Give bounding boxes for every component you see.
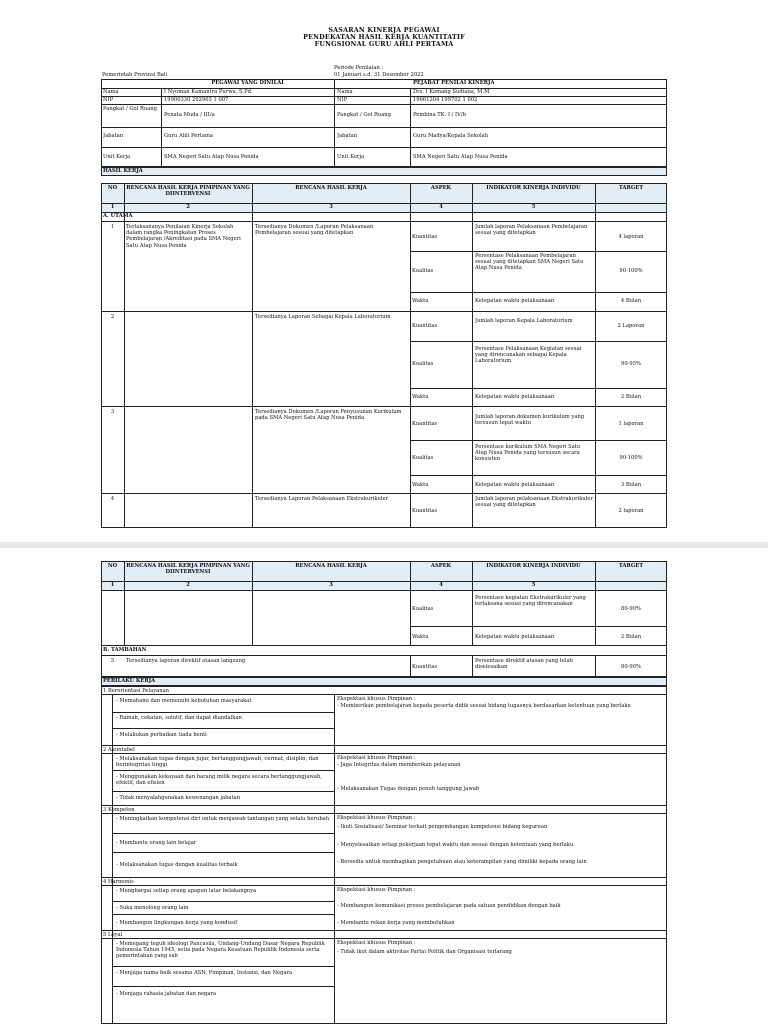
page-2	[0, 548, 768, 1024]
perilaku-4-item-1-text: Menghargai setiap orang apapun latar belakangnya	[119, 888, 257, 894]
ekspektasi-3-item-2: - Menyelesaikan setiap pekerjaan tepat waktu dan sesuai dengan ketentuan yang berlaku	[337, 842, 574, 848]
document-title: SASARAN KINERJA PEGAWAI	[328, 26, 440, 34]
perilaku-5-item-2-text: Menjaga nama baik sesama ASN, Pimpinan, Instansi, dan Negara	[119, 970, 293, 976]
pejabat-unit: SMA Negeri Satu Atap Nusa Penida	[413, 154, 508, 160]
ekspektasi-4-item-2: - Membantu rekan kerja yang membutuhkan	[337, 920, 455, 926]
perilaku-group-5-title: 5 Loyal	[103, 932, 123, 938]
g4-target-2: 80-90%	[621, 606, 641, 612]
g2-aspek-3: Waktu	[412, 394, 429, 400]
colnum-4: 4	[439, 204, 443, 210]
perilaku-1-item-3-text: Melakukan perbaikan tiada henti	[119, 732, 207, 738]
col-target-2: TARGET	[618, 563, 644, 569]
pejabat-label-nama: Nama	[337, 89, 353, 95]
colnum-3-p2: 3	[329, 582, 333, 588]
pegawai-nama: I Nyoman Kamantra Purwa, S.Pd.	[164, 89, 253, 95]
group-1-no: 1	[110, 224, 115, 230]
ekspektasi-2-item-2: - Melaksanakan Tugas dengan penuh tanggung jawab	[337, 786, 480, 792]
g2-indikator-3: Ketepatan waktu pelaksanaan	[475, 394, 555, 400]
g1-aspek-1: Kuantitas	[412, 234, 438, 240]
g4-indikator-2: Persentase kegiatan Ekstrakurikuler yang terlaksana sesuai yang direncanakan	[475, 595, 586, 608]
g2-target-3: 2 Bulan	[620, 394, 642, 400]
pegawai-label-unit: Unit Kerja	[103, 154, 131, 160]
perilaku-1-item-3: - Melakukan perbaikan tiada henti	[116, 732, 207, 738]
ekspektasi-2-item-1: - Jaga Integritas dalam memberikan pelayanan	[337, 762, 461, 768]
pegawai-header: PEGAWAI YANG DINILAI	[211, 80, 284, 86]
perilaku-3-item-3-text: Melaksanakan tugas dengan kualitas terbaik	[119, 862, 238, 868]
perilaku-group-2-title: 2 Akuntabel	[103, 747, 135, 753]
ekspektasi-5-label: Ekspektasi khusus Pimpinan :	[337, 940, 416, 946]
perilaku-3-item-3: - Melaksanakan tugas dengan kualitas terbaik	[116, 862, 238, 868]
tambahan-no: 5	[110, 658, 115, 664]
instansi: Pemerintah Provinsi Bali	[102, 72, 168, 78]
col-indikator-2: INDIKATOR KINERJA INDIVIDU	[486, 563, 581, 569]
perilaku-5-item-1: - Memegang teguh ideologi Pancasila, Undang-Undang Dasar Negara Republik Indonesia Tahun 1945, setia pada Negara Kesatuan Republik Indonesia serta pemerintahan yang sah	[116, 941, 325, 960]
perilaku-2-item-3: - Tidak menyalahgunakan kewenangan jabatan	[116, 795, 241, 801]
g1-target-1: 4 laporan	[618, 234, 644, 240]
tambahan-target: 80-90%	[621, 664, 641, 670]
colnum-5-p2: 5	[531, 582, 536, 588]
perilaku-1-item-1-text: Memahami dan memenuhi kebutuhan masyarakat	[119, 698, 252, 704]
group-2-no: 2	[110, 314, 115, 320]
g2-indikator-2: Persentase Pelaksanaan Kegiatan sesuai yang direncanakan sebagai Kepala Laboratorium	[475, 346, 582, 365]
ekspektasi-3-item-3: - Bersedia untuk membagikan pengetahuan atau keterampilan yang dimiliki kepada orang lain	[337, 859, 587, 865]
pegawai-unit: SMA Negeri Satu Atap Nusa Penida	[164, 154, 259, 160]
pegawai-label-nip: NIP	[103, 97, 114, 103]
pegawai-nip: 19900330 202903 1 007	[164, 97, 229, 103]
ekspektasi-2-label: Ekspektasi khusus Pimpinan :	[337, 755, 416, 761]
perilaku-5-item-3-text: Menjaga rahasia jabatan dan negara	[119, 991, 217, 997]
tambahan-indikator: Persentase direktif atasan yang telah diselesaikan	[475, 658, 574, 671]
g1-target-2: 90-100%	[619, 268, 643, 274]
g2-aspek-2: Kualitas	[412, 361, 434, 367]
g3-aspek-1: Kuantitas	[412, 421, 438, 427]
perilaku-4-item-2-text: Suka menolong orang lain	[119, 905, 189, 911]
ekspektasi-1-item-1: - Memberikan pembelajaran kepada peserta didik sesuai bidang tugasnya berdasarkan ketentuan yang berlaku	[337, 703, 631, 709]
g4-target-1: 2 laporan	[618, 508, 644, 514]
g2-aspek-1: Kuantitas	[412, 323, 438, 329]
col-no-2: NO	[107, 563, 118, 569]
perilaku-2-item-1-text: Melaksanakan tugas dengan jujur, bertanggungjawab, cermat, disiplin, dan berintegritas tinggi	[116, 756, 319, 769]
periode-value: 01 Januari s.d. 31 Desember 2022	[334, 72, 424, 78]
col-rencana: RENCANA HASIL KERJA	[295, 185, 367, 191]
perilaku-group-1-title: 1 Berorientasi Pelayanan	[103, 688, 170, 694]
col-rencana-2: RENCANA HASIL KERJA	[295, 563, 367, 569]
g1-aspek-3: Waktu	[412, 298, 429, 304]
pejabat-label-pangkat: Pangkat / Gol Ruang	[337, 112, 391, 118]
g4-indikator-3: Ketepatan waktu pelaksanaan	[475, 634, 555, 640]
pegawai-pangkat: Penata Muda / III/a	[164, 112, 215, 118]
perilaku-5-item-1-text: Memegang teguh ideologi Pancasila, Undang-Undang Dasar Negara Republik Indonesia Tahun 1945, setia pada Negara Kesatuan Republik Indonesia serta pemerintahan yang sah	[116, 941, 325, 960]
g2-indikator-1: Jumlah laporan Kepala Laboratorium	[475, 318, 573, 324]
perilaku-3-item-1: - Meningkatkan kompetensi diri untuk menjawab tantangan yang selalu berubah	[116, 816, 330, 822]
perilaku-3-item-1-text: Meningkatkan kompetensi diri untuk menjawab tantangan yang selalu berubah	[119, 816, 330, 822]
perilaku-group-4-title: 4 Harmonis	[103, 879, 134, 885]
g1-indikator-1: Jumlah laporan Pelaksanaan Pembelajaran sesuai yang ditetapkan	[475, 224, 588, 237]
group-3-rencana: Tersedianya Dokumen /Laporan Penyusunan Kurikulum pada SMA Negeri Satu Atap Nusa Penida	[255, 409, 402, 422]
g3-indikator-1: Jumlah laporan dokumen kurikulum yang tersusun tepat waktu	[475, 414, 585, 427]
perilaku-2-item-2: - Menggunakan kekayaan dan barang milik negara secara bertanggungjawab, efektif, dan efisien	[116, 774, 322, 787]
ekspektasi-1-label: Ekspektasi khusus Pimpinan :	[337, 696, 416, 702]
group-4-no: 4	[110, 496, 115, 502]
tambahan-rencana: Tersedianya laporan direktif atasan langsung	[126, 658, 246, 664]
colnum-2-p2: 2	[186, 582, 190, 588]
group-4-rencana: Tersedianya Laporan Pelaksanaan Ekstrakurikuler	[255, 496, 389, 502]
ekspektasi-4-item-1: - Membangun komunikasi proses pembelajaran pada satuan pendidikan dengan baik	[337, 903, 561, 909]
g1-indikator-3: Ketepatan waktu pelaksanaan	[475, 298, 555, 304]
perilaku-group-3-title: 3 Kompeten	[103, 807, 135, 813]
pejabat-jabatan: Guru Madya/Kepala Sekolah	[413, 133, 489, 139]
colnum-2: 2	[186, 204, 190, 210]
tambahan-aspek: Kuantitas	[412, 664, 438, 670]
col-pimpinan-2: RENCANA HASIL KERJA PIMPINAN YANG DIINTERVENSI	[126, 563, 250, 576]
g4-target-3: 2 Bulan	[620, 634, 642, 640]
pejabat-label-unit: Unit Kerja	[337, 154, 365, 160]
group-1-rencana: Tersedianya Dokumen /Laporan Pelaksanaan Pembelajaran sesuai yang ditetapkan	[255, 224, 374, 237]
perilaku-5-item-2: - Menjaga nama baik sesama ASN, Pimpinan, Instansi, dan Negara	[116, 970, 293, 976]
pejabat-header: PEJABAT PENILAI KINERJA	[413, 80, 495, 86]
g3-target-2: 90-100%	[619, 455, 643, 461]
tambahan-label: B. TAMBAHAN	[103, 647, 147, 653]
pegawai-label-pangkat: Pangkat / Gol Ruang	[103, 106, 157, 112]
perilaku-4-item-1: - Menghargai setiap orang apapun latar belakangnya	[116, 888, 257, 894]
perilaku-1-item-2: - Ramah, cekatan, solutif, dan dapat diandalkan	[116, 715, 242, 721]
perilaku-2-item-2-text: Menggunakan kekayaan dan barang milik negara secara bertanggungjawab, efektif, dan efisien	[116, 774, 322, 787]
g1-indikator-2: Persentase Pelaksanaan Pembelajaran sesuai yang ditetapkan SMA Negeri Satu Atap Nusa Penida	[475, 253, 584, 272]
pejabat-label-jabatan: Jabatan	[337, 133, 358, 139]
perilaku-kerja-label: PERILAKU KERJA	[103, 678, 156, 684]
perilaku-4-item-2: - Suka menolong orang lain	[116, 905, 189, 911]
g4-aspek-3: Waktu	[412, 634, 429, 640]
g3-aspek-3: Waktu	[412, 482, 429, 488]
group-2-rencana: Tersedianya Laporan Sebagai Kepala Laboratorium	[255, 314, 391, 320]
g1-aspek-2: Kualitas	[412, 268, 434, 274]
colnum-1-p2: 1	[110, 582, 115, 588]
pegawai-label-jabatan: Jabatan	[103, 133, 124, 139]
utama-label: A. UTAMA	[103, 213, 133, 219]
g3-aspek-2: Kualitas	[412, 455, 434, 461]
perilaku-3-item-2-text: Membantu orang lain belajar	[119, 840, 197, 846]
g2-target-1: 2 Laporan	[617, 323, 645, 329]
pejabat-nip: 19661204 199702 1 002	[413, 97, 478, 103]
g3-indikator-2: Persentase kurikulum SMA Negeri Satu Atap Nusa Penida yang tersusun secara konsisten	[475, 444, 581, 463]
ekspektasi-3-label: Ekspektasi khusus Pimpinan :	[337, 815, 416, 821]
perilaku-1-item-1: - Memahami dan memenuhi kebutuhan masyarakat	[116, 698, 252, 704]
perilaku-4-item-3: - Membangun lingkungan kerja yang kondusif	[116, 920, 238, 926]
g4-indikator-1: Jumlah laporan pelaksanaan Ekstrakurikuler sesuai yang ditetapkan	[475, 496, 593, 509]
colnum-4-p2: 4	[439, 582, 443, 588]
col-target: TARGET	[618, 185, 644, 191]
perilaku-3-item-2: - Membantu orang lain belajar	[116, 840, 197, 846]
perilaku-5-item-3: - Menjaga rahasia jabatan dan negara	[116, 991, 217, 997]
perilaku-1-item-2-text: Ramah, cekatan, solutif, dan dapat diandalkan	[119, 715, 242, 721]
colnum-3: 3	[329, 204, 333, 210]
col-aspek: ASPEK	[430, 185, 452, 191]
g1-target-3: 4 Bulan	[620, 298, 642, 304]
pegawai-jabatan: Guru Ahli Pertama	[164, 133, 214, 139]
document-subtitle-2: FUNGSIONAL GURU AHLI PERTAMA	[314, 40, 454, 48]
colnum-1: 1	[110, 204, 115, 210]
group-3-no: 3	[110, 409, 115, 415]
g3-target-1: 1 laporan	[618, 421, 644, 427]
pejabat-nama: Drs. I Komang Sudiana, M.M	[413, 89, 490, 95]
pejabat-pangkat: Pembina TK. I / IV/b	[413, 112, 466, 118]
ekspektasi-3-item-1: - Ikuti Sosialisasi/ Seminar terkait pengembangan kompetensi bidang keguruan	[337, 824, 548, 830]
pejabat-label-nip: NIP	[337, 97, 348, 103]
col-aspek-2: ASPEK	[430, 563, 452, 569]
perilaku-4-item-3-text: Membangun lingkungan kerja yang kondusif	[119, 920, 238, 926]
g2-target-2: 90-95%	[621, 361, 641, 367]
ekspektasi-5-item-1: - Tidak ikut dalam aktivitas Partai Politik dan Organisasi terlarang	[337, 949, 512, 955]
g3-indikator-3: Ketepatan waktu pelaksanaan	[475, 482, 555, 488]
ekspektasi-4-label: Ekspektasi khusus Pimpinan :	[337, 887, 416, 893]
g3-target-3: 3 Bulan	[620, 482, 642, 488]
g4-aspek-2: Kualitas	[412, 606, 434, 612]
perilaku-2-item-1: - Melaksanakan tugas dengan jujur, bertanggungjawab, cermat, disiplin, dan berintegritas tinggi	[116, 756, 319, 769]
col-no: NO	[107, 185, 118, 191]
group-1-pimpinan: Terlaksananya Penilaian Kinerja Sekolah dalam rangka Peningkatan Proses Pembelajaran /Akreditasi pada SMA Negeri Satu Atap Nusa Penida	[126, 224, 241, 249]
pegawai-label-nama: Nama	[103, 89, 119, 95]
g4-aspek-1: Kuantitas	[412, 508, 438, 514]
col-pimpinan: RENCANA HASIL KERJA PIMPINAN YANG DIINTERVENSI	[126, 185, 250, 198]
perilaku-2-item-3-text: Tidak menyalahgunakan kewenangan jabatan	[119, 795, 241, 801]
col-indikator: INDIKATOR KINERJA INDIVIDU	[486, 185, 581, 191]
periode-label: Periode Penilaian :	[334, 65, 384, 71]
colnum-5: 5	[531, 204, 536, 210]
document-subtitle: PENDEKATAN HASIL KERJA KUANTITATIF	[303, 33, 465, 41]
hasil-kerja-label: HASIL KERJA	[103, 168, 143, 174]
